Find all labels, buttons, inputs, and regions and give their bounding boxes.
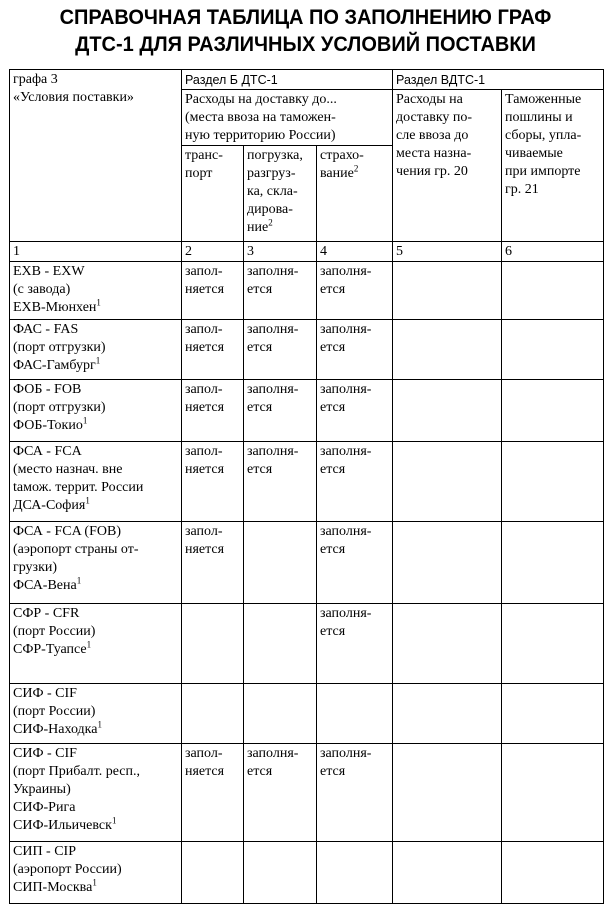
table-row bbox=[10, 262, 604, 320]
fill-status-cell: заполня- ется bbox=[317, 320, 393, 380]
delivery-term-code: СИП - CIP bbox=[13, 844, 77, 859]
delivery-term-example bbox=[13, 641, 178, 659]
fill-status-cell bbox=[182, 604, 244, 684]
example-footnote: 1 bbox=[86, 639, 92, 650]
fill-status-cell: заполня- ется bbox=[317, 522, 393, 604]
empty-cell bbox=[502, 604, 604, 684]
delivery-term-place: (аэропорт России) bbox=[13, 862, 122, 877]
column-number-row bbox=[10, 242, 604, 262]
empty-cell bbox=[393, 842, 502, 904]
fill-status-cell bbox=[244, 684, 317, 744]
empty-cell bbox=[502, 684, 604, 744]
delivery-term-example bbox=[13, 299, 178, 317]
delivery-term-code: ФСА - FCA bbox=[13, 444, 82, 459]
empty-cell bbox=[502, 262, 604, 320]
empty-cell bbox=[393, 522, 502, 604]
delivery-term-place: (аэропорт страны от- грузки) bbox=[13, 542, 139, 575]
empty-cell bbox=[393, 684, 502, 744]
table-row bbox=[10, 522, 604, 604]
column-number: 3 bbox=[244, 242, 317, 262]
fill-status-cell: заполня- ется bbox=[244, 380, 317, 442]
example-text: СИФ-Находка bbox=[13, 722, 98, 737]
column-number: 5 bbox=[393, 242, 502, 262]
table-row bbox=[10, 320, 604, 380]
example-footnote: 1 bbox=[76, 575, 82, 586]
fill-status-cell: запол- няется bbox=[182, 442, 244, 522]
example-footnote: 1 bbox=[97, 719, 102, 730]
delivery-term-cell bbox=[10, 522, 182, 604]
empty-cell bbox=[502, 380, 604, 442]
header-customs-duties: Таможенные пошлины и сборы, упла- чиваемые при импорте гр. 21 bbox=[502, 90, 604, 242]
example-text: СФР-Туапсе bbox=[13, 642, 87, 657]
header-delivery-terms bbox=[10, 70, 182, 242]
empty-cell bbox=[502, 320, 604, 380]
empty-cell bbox=[502, 522, 604, 604]
fill-status-cell bbox=[182, 842, 244, 904]
delivery-term-code: СФР - CFR bbox=[13, 606, 80, 621]
column-number: 2 bbox=[182, 242, 244, 262]
table-row bbox=[10, 380, 604, 442]
delivery-term-example bbox=[13, 577, 178, 595]
document-title bbox=[21, 4, 589, 58]
header-insurance-footnote: 2 bbox=[353, 163, 359, 174]
delivery-term-example bbox=[13, 721, 178, 739]
empty-cell bbox=[502, 442, 604, 522]
header-insurance-cell bbox=[317, 146, 393, 242]
title-line-1: СПРАВОЧНАЯ ТАБЛИЦА ПО ЗАПОЛНЕНИЮ ГРАФ bbox=[59, 5, 552, 29]
fill-status-cell: заполня- ется bbox=[244, 262, 317, 320]
delivery-term-place: (с завода) bbox=[13, 282, 71, 297]
empty-cell bbox=[393, 744, 502, 842]
header-after-import-costs: Расходы на доставку по- сле ввоза до места назна- чения гр. 20 bbox=[393, 90, 502, 242]
example-footnote: 1 bbox=[96, 297, 101, 308]
header-section-v: Раздел ВДТС-1 bbox=[393, 70, 604, 90]
fill-status-cell: заполня- ется bbox=[317, 442, 393, 522]
header-insurance: страхо- вание bbox=[320, 148, 364, 181]
fill-status-cell bbox=[244, 604, 317, 684]
example-text: ДСА-София bbox=[13, 498, 86, 513]
fill-status-cell: запол- няется bbox=[182, 522, 244, 604]
example-footnote: 1 bbox=[92, 877, 97, 888]
fill-status-cell: заполня- ется bbox=[317, 604, 393, 684]
delivery-term-cell bbox=[10, 320, 182, 380]
example-text: ФАС-Гамбург bbox=[13, 358, 96, 373]
delivery-term-cell bbox=[10, 842, 182, 904]
header-loading-footnote: 2 bbox=[268, 217, 273, 228]
fill-status-cell: запол- няется bbox=[182, 262, 244, 320]
delivery-term-cell bbox=[10, 380, 182, 442]
fill-status-cell: заполня- ется bbox=[244, 442, 317, 522]
delivery-term-cell bbox=[10, 442, 182, 522]
example-text: СИП-Москва bbox=[13, 880, 93, 895]
empty-cell bbox=[502, 744, 604, 842]
example-footnote: 1 bbox=[85, 495, 90, 506]
column-number: 4 bbox=[317, 242, 393, 262]
column-number: 6 bbox=[502, 242, 604, 262]
delivery-term-example bbox=[13, 497, 178, 515]
title-line-2: ДТС-1 ДЛЯ РАЗЛИЧНЫХ УСЛОВИЙ ПОСТАВКИ bbox=[75, 32, 536, 56]
fill-status-cell bbox=[244, 522, 317, 604]
example-text: ФОБ-Токио bbox=[13, 418, 83, 433]
example-footnote: 1 bbox=[82, 415, 88, 426]
empty-cell bbox=[393, 320, 502, 380]
fill-status-cell bbox=[182, 684, 244, 744]
header-loading-cell bbox=[244, 146, 317, 242]
empty-cell bbox=[393, 442, 502, 522]
table-row bbox=[10, 442, 604, 522]
empty-cell bbox=[393, 380, 502, 442]
fill-status-cell: заполня- ется bbox=[244, 744, 317, 842]
delivery-term-cell bbox=[10, 262, 182, 320]
example-footnote: 1 bbox=[111, 815, 117, 826]
fill-status-cell: заполня- ется bbox=[317, 262, 393, 320]
delivery-term-cell bbox=[10, 604, 182, 684]
delivery-term-code: СИФ - CIF bbox=[13, 686, 77, 701]
fill-status-cell: заполня- ется bbox=[317, 744, 393, 842]
delivery-term-place: (порт отгрузки) bbox=[13, 400, 106, 415]
delivery-term-code: ФОБ - FOB bbox=[13, 382, 82, 397]
delivery-term-place: (место назнач. вне tамож. террит. России bbox=[13, 462, 144, 495]
delivery-term-code: ФАС - FAS bbox=[13, 322, 79, 337]
table-row bbox=[10, 744, 604, 842]
fill-status-cell bbox=[317, 684, 393, 744]
header-section-b: Раздел Б ДТС-1 bbox=[182, 70, 393, 90]
header-row-1 bbox=[10, 70, 604, 90]
delivery-term-place: (порт России) bbox=[13, 704, 96, 719]
fill-status-cell bbox=[317, 842, 393, 904]
fill-status-cell: заполня- ется bbox=[244, 320, 317, 380]
fill-status-cell bbox=[244, 842, 317, 904]
fill-status-cell: заполня- ется bbox=[317, 380, 393, 442]
delivery-term-example bbox=[13, 357, 178, 375]
delivery-term-example bbox=[13, 879, 178, 897]
example-text: ФСА-Вена bbox=[13, 578, 77, 593]
empty-cell bbox=[393, 262, 502, 320]
table-row bbox=[10, 842, 604, 904]
table-row bbox=[10, 604, 604, 684]
header-col1-line1: графа 3 bbox=[13, 72, 58, 87]
delivery-term-cell bbox=[10, 684, 182, 744]
delivery-term-code: ЕХВ - EXW bbox=[13, 264, 85, 279]
fill-status-cell: запол- няется bbox=[182, 744, 244, 842]
example-footnote: 1 bbox=[95, 355, 101, 366]
delivery-term-place: (порт отгрузки) bbox=[13, 340, 106, 355]
empty-cell bbox=[393, 604, 502, 684]
delivery-term-place: (порт России) bbox=[13, 624, 96, 639]
header-transport: транс- порт bbox=[182, 146, 244, 242]
delivery-term-example bbox=[13, 417, 178, 435]
fill-status-cell: запол- няется bbox=[182, 380, 244, 442]
reference-table bbox=[9, 69, 604, 904]
example-text: СИФ-Ильичевск bbox=[13, 818, 112, 833]
table-body bbox=[10, 262, 604, 904]
delivery-term-place: (порт Прибалт. респ., Украины) СИФ-Рига bbox=[13, 764, 140, 815]
column-number: 1 bbox=[10, 242, 182, 262]
delivery-term-example bbox=[13, 817, 178, 835]
example-text: ЕХВ-Мюнхен bbox=[13, 300, 97, 315]
fill-status-cell: запол- няется bbox=[182, 320, 244, 380]
header-loading: погрузка, разгруз- ка, скла- дирова- ние bbox=[247, 148, 303, 235]
header-col1-line2: «Условия поставки» bbox=[13, 90, 134, 105]
table-row bbox=[10, 684, 604, 744]
delivery-term-cell bbox=[10, 744, 182, 842]
empty-cell bbox=[502, 842, 604, 904]
delivery-term-code: СИФ - CIF bbox=[13, 746, 77, 761]
delivery-term-code: ФСА - FCA (FOB) bbox=[13, 524, 121, 539]
header-delivery-costs: Расходы на доставку до... (места ввоза на таможен- ную территорию России) bbox=[182, 90, 393, 146]
